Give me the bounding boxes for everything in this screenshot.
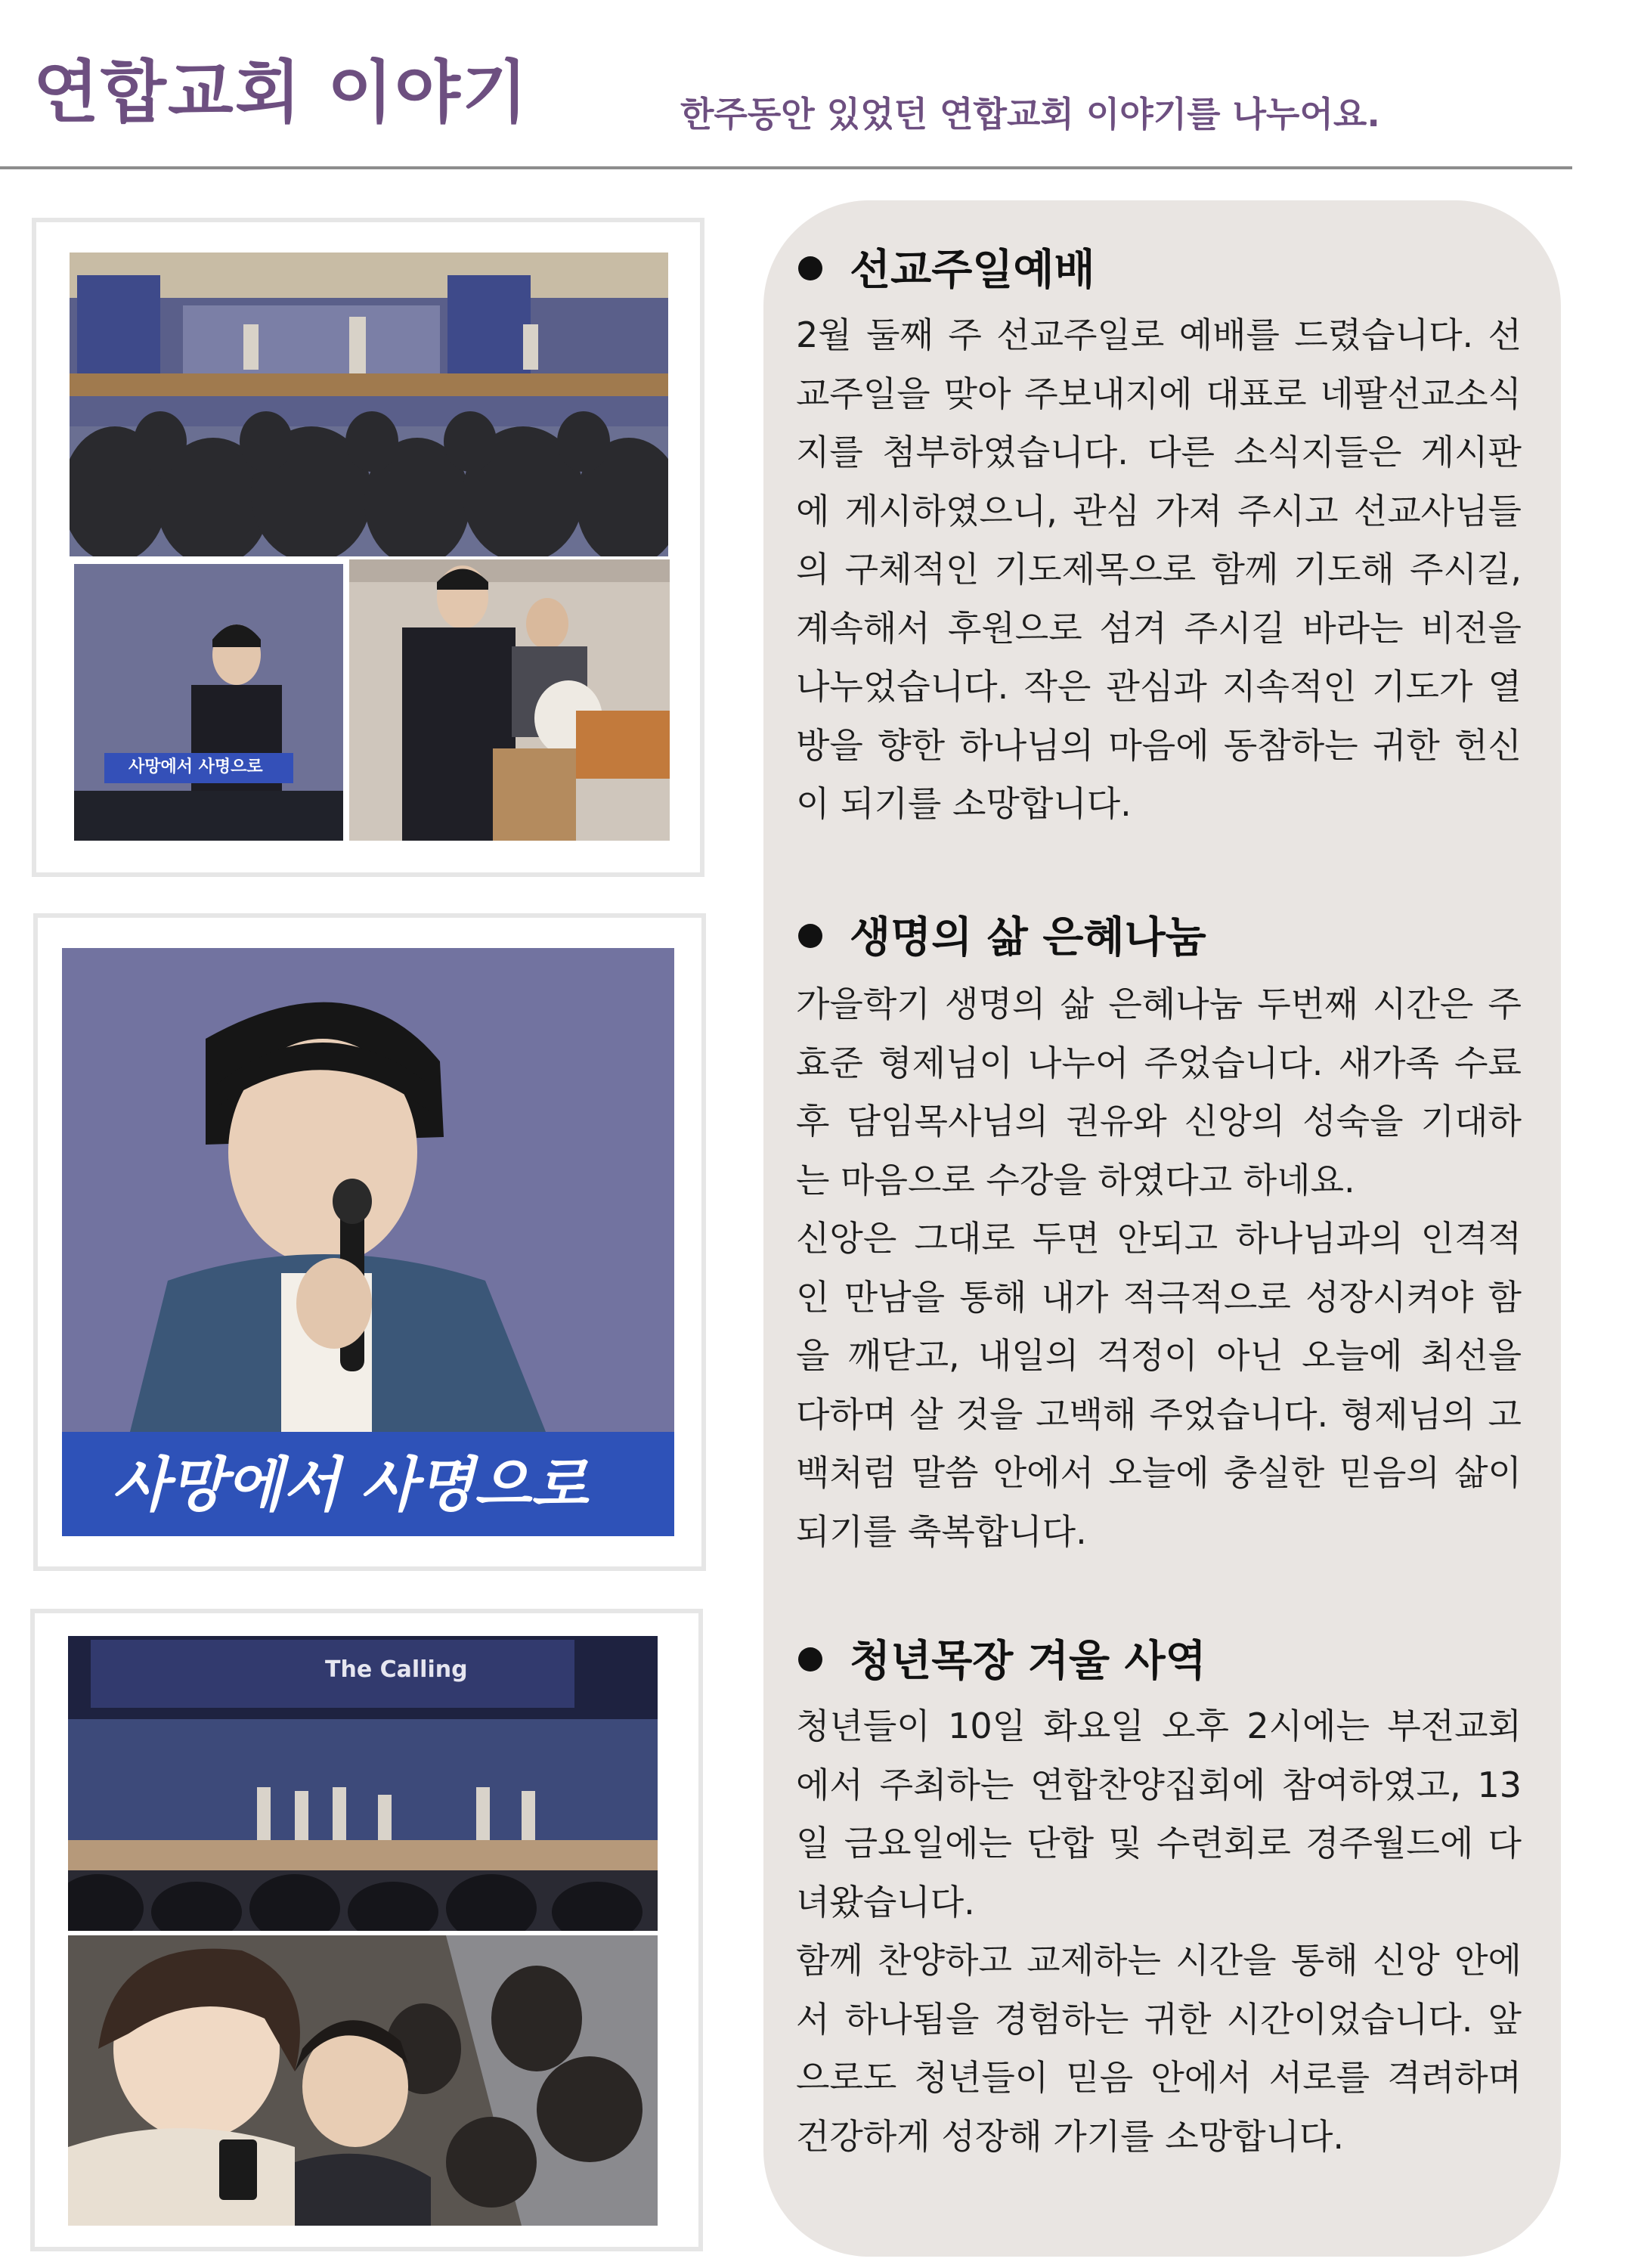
photo-frame-mission-sunday [32,218,704,877]
section-heading-youth-winter [798,1637,1206,1686]
section-heading-text: 선교주일예배 [850,246,1095,295]
page-subtitle: 한주동안 있었던 연합교회 이야기를 나누어요. [680,94,1380,135]
photo-banner-text: 사망에서 사명으로 [129,758,263,776]
bullet-icon [798,924,822,948]
section-heading-text: 생명의 삶 은혜나눔 [850,913,1206,962]
screen-title-text: The Calling [325,1656,468,1683]
section-heading-grace-sharing [798,913,1206,962]
section-body-mission-sunday: 2월 둘째 주 선교주일로 예배를 드렸습니다. 선교주일을 맞아 주보내지에 대표로 네팔선교소식지를 첨부하였습니다. 다른 소식지들은 게시판에 게시하였으니, 관심 가져 주시고 선교사님들의 구체적인 기도제목으로 함께 기도해 주시길, 계속해서 후원으로 섬겨 주시길 바라는 비전을 나누었습니다. 작은 관심과 지속적인 기도가 열방을 향한 하나님의 마음에 동참하는 귀한 헌신이 되기를 소망합니다. [796,314,1522,824]
photo-banner-text: 사망에서 사명으로 [112,1452,588,1520]
testimony-speaker-photo [62,948,674,1536]
prayer-photo [349,559,670,841]
worship-hall-photo [70,253,668,556]
youth-selfie-photo [68,1935,658,2226]
bullet-icon [798,1647,822,1672]
section-heading-text: 청년목장 겨울 사역 [850,1637,1206,1686]
page-title: 연합교회 이야기 [33,53,529,132]
section-heading-mission-sunday [798,246,1095,295]
pastor-podium-photo [74,564,343,841]
concert-photo [68,1636,658,1931]
bullet-icon [798,256,822,280]
photo-frame-testimony [33,913,706,1571]
header-divider [0,166,1572,169]
section-body-youth-winter: 청년들이 10일 화요일 오후 2시에는 부전교회에서 주최하는 연합찬양집회에 참여하였고, 13일 금요일에는 단합 및 수련회로 경주월드에 다녀왔습니다. 함께 찬양하고 교제하는 시간을 통해 신앙 안에서 하나됨을 경험하는 귀한 시간이었습니다. 앞으로도 청년들이 믿음 안에서 서로를 격려하며 건강하게 성장해 가기를 소망합니다. [796,1706,1522,2157]
section-body-grace-sharing: 가을학기 생명의 삶 은혜나눔 두번째 시간은 주효준 형제님이 나누어 주었습니다. 새가족 수료후 담임목사님의 권유와 신앙의 성숙을 기대하는 마음으로 수강을 하였다고 하네요. 신앙은 그대로 두면 안되고 하나님과의 인격적인 만남을 통해 내가 적극적으로 성장시켜야 함을 깨닫고, 내일의 걱정이 아닌 오늘에 최선을 다하며 살 것을 고백해 주었습니다. 형제님의 고백처럼 말씀 안에서 오늘에 충실한 믿음의 삶이 되기를 축복합니다. [796,984,1522,1552]
photo-frame-youth [30,1609,703,2251]
